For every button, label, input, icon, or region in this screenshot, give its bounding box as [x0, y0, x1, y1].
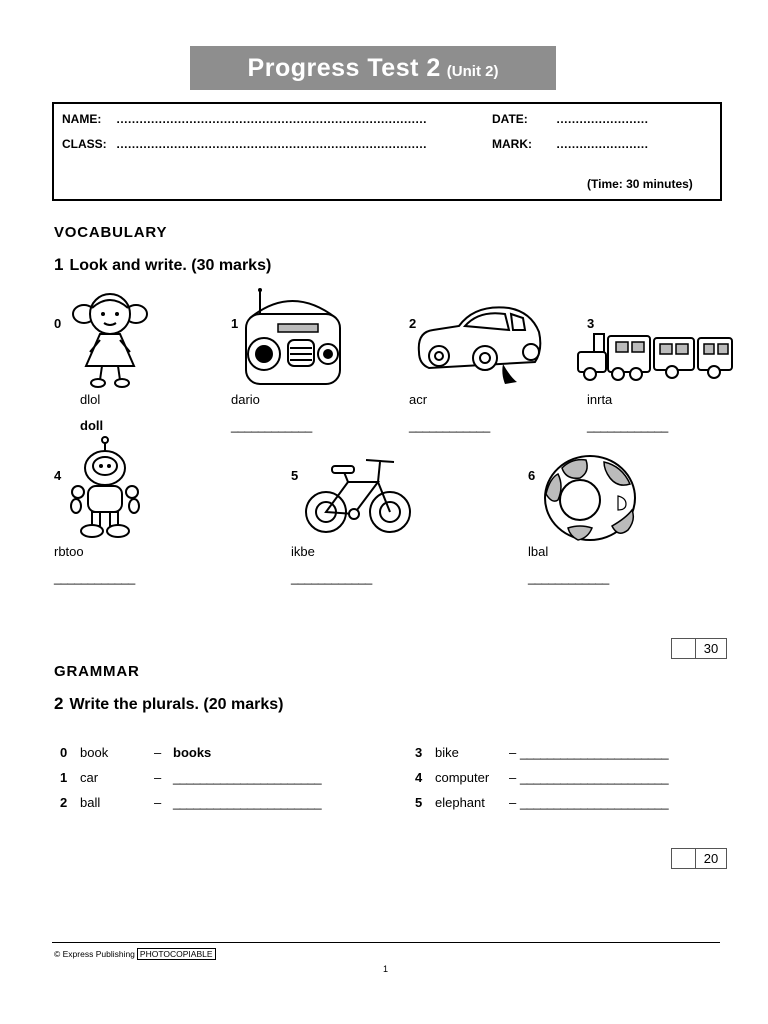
robot-icon [68, 436, 142, 540]
footer-copyright [54, 949, 216, 959]
dash: – [509, 795, 517, 810]
item-number: 0 [54, 316, 62, 331]
score-total: 20 [703, 851, 719, 866]
date-label: DATE: [492, 112, 528, 126]
grammar-score-box [671, 848, 727, 869]
exercise-2-number: 2 [54, 694, 64, 713]
answer-blank[interactable]: ____________ [54, 570, 135, 585]
score-entry[interactable] [672, 639, 696, 658]
item-number: 5 [291, 468, 299, 483]
photocopiable-badge: PHOTOCOPIABLE [137, 948, 216, 960]
scrambled-word: ikbe [291, 544, 315, 559]
score-entry[interactable] [672, 849, 696, 868]
class-label: CLASS: [62, 137, 107, 151]
item-number: 3 [415, 745, 423, 760]
dash: – [154, 770, 162, 785]
time-note: (Time: 30 minutes) [587, 177, 693, 191]
dash: – [154, 795, 162, 810]
exercise-1-text: Look and write. (30 marks) [69, 257, 272, 274]
radio-icon [242, 288, 344, 390]
dash: – [154, 745, 162, 760]
answer-blank[interactable]: ______________________ [520, 770, 669, 785]
answer-blank[interactable]: ____________ [409, 418, 490, 433]
singular-word: elephant [435, 795, 485, 810]
name-field[interactable]: ……………………………………………………………………… [116, 112, 427, 126]
item-number: 1 [231, 316, 239, 331]
item-number: 3 [587, 316, 595, 331]
vocabulary-heading: VOCABULARY [54, 224, 168, 241]
exercise-1-number: 1 [54, 255, 64, 274]
scrambled-word: rbtoo [54, 544, 84, 559]
item-number: 2 [409, 316, 417, 331]
answer-blank[interactable]: ______________________ [173, 795, 322, 810]
class-field[interactable]: ……………………………………………………………………… [116, 137, 427, 151]
page-number: 1 [383, 964, 389, 974]
answer-blank[interactable]: ______________________ [520, 795, 669, 810]
ball-icon [542, 454, 638, 542]
copyright-text: © Express Publishing [54, 949, 135, 959]
train-icon [574, 324, 736, 384]
answer-blank[interactable]: ______________________ [173, 770, 322, 785]
answer-blank[interactable]: ____________ [291, 570, 372, 585]
answer-blank[interactable]: ______________________ [520, 745, 669, 760]
grammar-heading: GRAMMAR [54, 663, 140, 680]
unit-label: (Unit 2) [446, 62, 499, 80]
doll-icon [70, 288, 150, 390]
scrambled-word: dlol [80, 392, 101, 407]
singular-word: book [80, 745, 109, 760]
dash: – [509, 770, 517, 785]
bike-icon [302, 452, 414, 540]
item-number: 1 [60, 770, 68, 785]
singular-word: car [80, 770, 99, 785]
scrambled-word: lbal [528, 544, 549, 559]
singular-word: bike [435, 745, 459, 760]
answer-blank[interactable]: ____________ [231, 418, 312, 433]
singular-word: ball [80, 795, 101, 810]
scrambled-word: inrta [587, 392, 613, 407]
exercise-2-instruction [54, 694, 283, 714]
mark-field[interactable]: …………………… [556, 137, 648, 151]
dash: – [509, 745, 517, 760]
scrambled-word: dario [231, 392, 260, 407]
item-number: 6 [528, 468, 536, 483]
title-banner [190, 46, 556, 90]
scrambled-word: acr [409, 392, 428, 407]
date-field[interactable]: …………………… [556, 112, 648, 126]
name-label: NAME: [62, 112, 102, 126]
vocabulary-score-box [671, 638, 727, 659]
item-number: 4 [54, 468, 62, 483]
item-number: 2 [60, 795, 68, 810]
footer-divider [52, 942, 720, 943]
exercise-1-instruction [54, 255, 271, 275]
item-number: 5 [415, 795, 423, 810]
page-title: Progress Test 2 [247, 53, 441, 82]
example-answer: doll [80, 418, 104, 433]
answer-blank[interactable]: ____________ [528, 570, 609, 585]
mark-label: MARK: [492, 137, 532, 151]
answer-blank[interactable]: ____________ [587, 418, 668, 433]
car-icon [413, 298, 545, 386]
singular-word: computer [435, 770, 490, 785]
example-answer: books [173, 745, 212, 760]
item-number: 4 [415, 770, 423, 785]
item-number: 0 [60, 745, 68, 760]
score-total: 30 [703, 641, 719, 656]
exercise-2-text: Write the plurals. (20 marks) [69, 696, 284, 713]
